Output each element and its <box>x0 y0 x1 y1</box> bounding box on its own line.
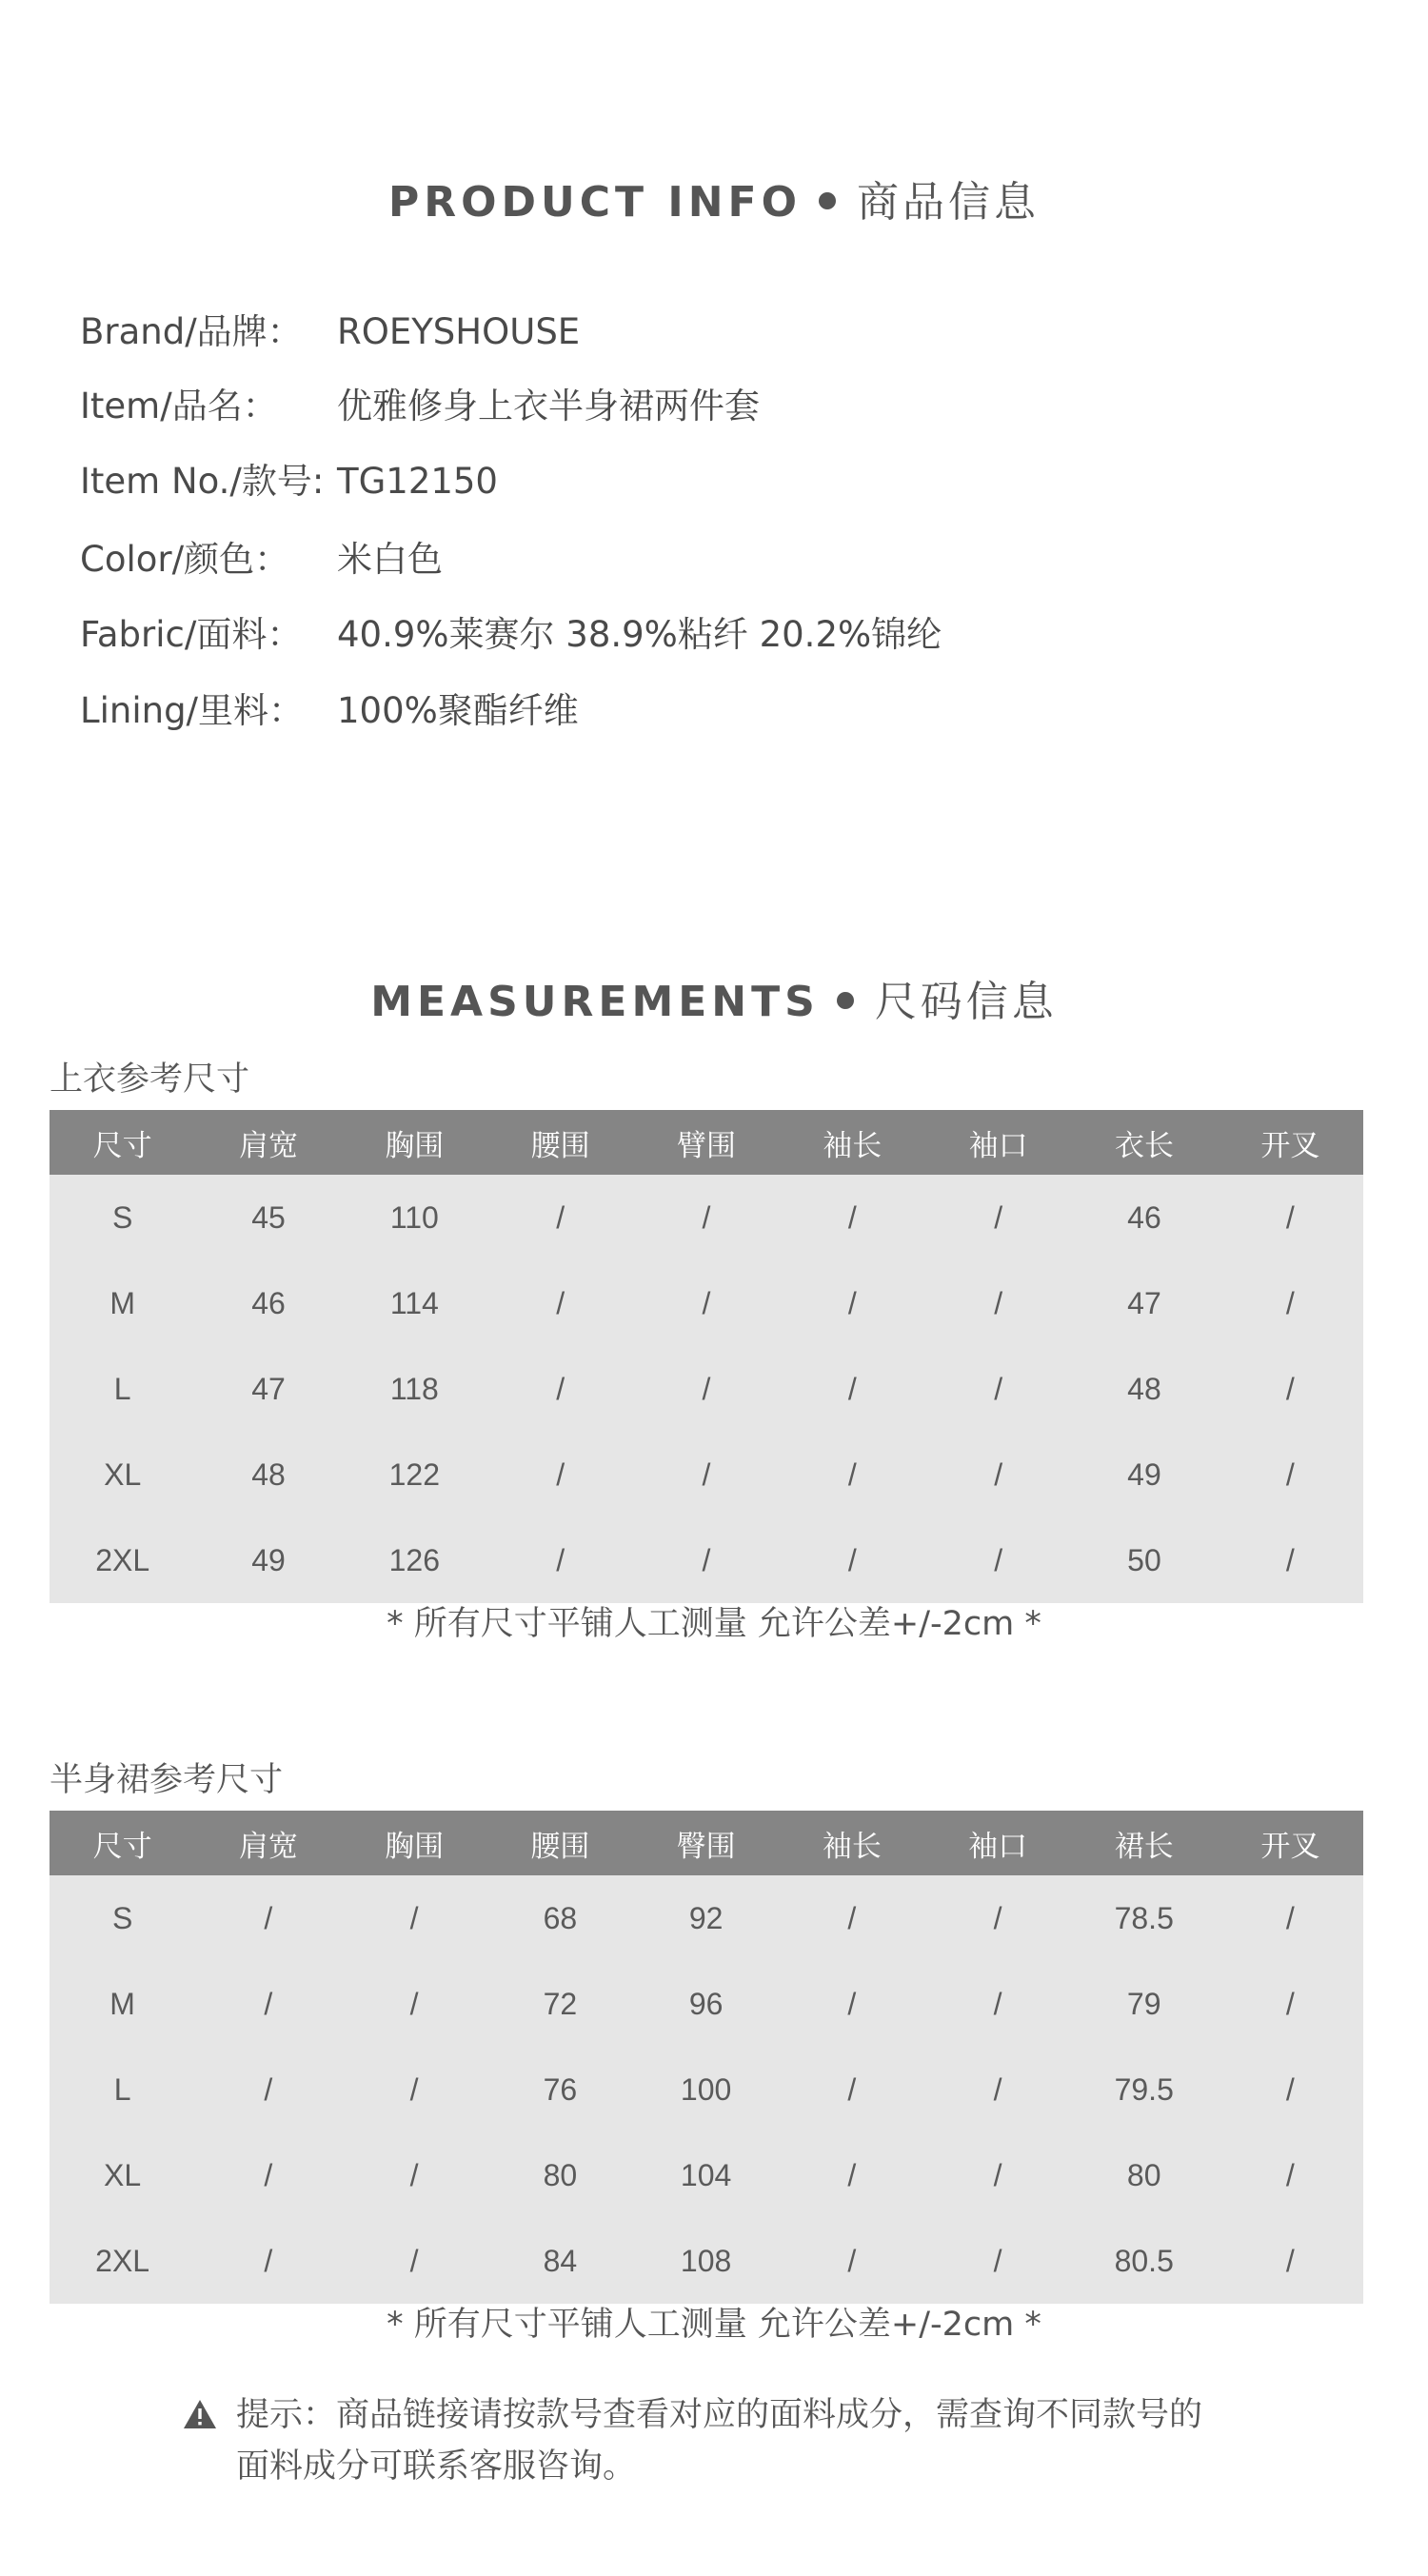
tip-notice <box>183 2389 1264 2492</box>
info-value: 米白色 <box>337 539 443 580</box>
top-table-body <box>50 1175 1363 1603</box>
measure-cell: / <box>556 1456 565 1492</box>
header-cell: 臀围 <box>676 1829 736 1864</box>
measure-cell: / <box>993 2243 1002 2278</box>
measure-cell: 100 <box>680 2071 732 2107</box>
measure-cell: / <box>994 1371 1003 1406</box>
measure-cell: / <box>1285 1199 1295 1235</box>
skirt-size-table <box>50 1811 1363 2304</box>
info-label: Lining/里料： <box>80 690 305 731</box>
measure-cell: / <box>264 2243 273 2278</box>
title-dot <box>819 192 836 209</box>
info-value: TG12150 <box>337 461 498 502</box>
header-cell: 袖口 <box>968 1128 1028 1163</box>
skirt-table-note: * 所有尺寸平铺人工测量 允许公差+/-2cm * <box>387 2306 1041 2344</box>
measure-cell: / <box>409 2071 419 2107</box>
measure-cell: / <box>1285 2157 1295 2192</box>
header-cell: 尺寸 <box>92 1829 152 1864</box>
measure-cell: / <box>702 1285 711 1320</box>
measure-cell: 76 <box>543 2071 578 2107</box>
tip-line-1: 提示：商品链接请按款号查看对应的面料成分，需查询不同款号的 <box>236 2396 1203 2434</box>
measure-cell: / <box>847 1199 857 1235</box>
measure-cell: / <box>556 1199 565 1235</box>
measure-cell: 46 <box>1127 1199 1161 1235</box>
info-label: Fabric/面料： <box>80 614 303 655</box>
info-label: Item/品名： <box>80 386 278 426</box>
size-cell: XL <box>104 1456 142 1492</box>
measure-cell: 68 <box>543 1900 578 1935</box>
measure-cell: / <box>1285 1285 1295 1320</box>
measure-cell: 78.5 <box>1114 1900 1174 1935</box>
table-row <box>50 1432 1363 1517</box>
measure-cell: / <box>702 1199 711 1235</box>
table-row <box>50 1517 1363 1603</box>
size-cell: L <box>113 2071 131 2107</box>
header-cell: 袖长 <box>823 1128 883 1163</box>
measure-cell: / <box>994 1456 1003 1492</box>
size-cell: S <box>111 1199 133 1235</box>
measure-cell: 110 <box>389 1199 439 1235</box>
measurements-title-en: MEASUREMENTS <box>370 978 820 1026</box>
measure-cell: / <box>1285 2243 1295 2278</box>
measure-cell: / <box>1285 2071 1295 2107</box>
measurements-title <box>0 967 1428 1028</box>
measure-cell: 79.5 <box>1114 2071 1174 2107</box>
measure-cell: / <box>994 1542 1003 1577</box>
table-header-row <box>50 1811 1363 1875</box>
size-cell: 2XL <box>95 2243 150 2278</box>
info-row-brand <box>80 303 580 354</box>
product-info-title-cn: 商品信息 <box>857 178 1041 227</box>
warning-icon <box>183 2399 217 2429</box>
size-cell: L <box>113 1371 131 1406</box>
measure-cell: / <box>994 1199 1003 1235</box>
header-cell: 裙长 <box>1114 1829 1174 1864</box>
size-cell: XL <box>104 2157 142 2192</box>
measure-cell: / <box>409 2157 419 2192</box>
header-cell: 开叉 <box>1260 1128 1320 1163</box>
measure-cell: / <box>264 2071 273 2107</box>
measure-cell: 49 <box>1127 1456 1161 1492</box>
product-info-title <box>0 168 1428 228</box>
header-cell: 腰围 <box>530 1128 590 1163</box>
measure-cell: / <box>1285 1542 1295 1577</box>
measure-cell: / <box>1285 1986 1295 2021</box>
measure-cell: / <box>847 1986 857 2021</box>
measure-cell: / <box>847 1371 857 1406</box>
header-cell: 衣长 <box>1114 1128 1174 1163</box>
measure-cell: / <box>847 2243 857 2278</box>
measure-cell: 45 <box>251 1199 286 1235</box>
product-info-title-en: PRODUCT INFO <box>387 178 803 227</box>
measure-cell: 48 <box>1127 1371 1161 1406</box>
measure-cell: / <box>847 1285 857 1320</box>
table-row <box>50 2047 1363 2132</box>
measure-cell: 49 <box>251 1542 286 1577</box>
measure-cell: / <box>847 2071 857 2107</box>
table-row <box>50 2132 1363 2218</box>
measure-cell: 47 <box>1127 1285 1161 1320</box>
measure-cell: / <box>264 1986 273 2021</box>
table-row <box>50 1260 1363 1346</box>
measure-cell: / <box>847 1456 857 1492</box>
header-cell: 袖口 <box>968 1829 1028 1864</box>
info-label: Item No./款号: <box>80 461 325 502</box>
header-cell: 臂围 <box>676 1128 736 1163</box>
measure-cell: 80 <box>543 2157 578 2192</box>
measure-cell: / <box>847 1900 857 1935</box>
info-value: 100%聚酯纤维 <box>337 690 579 731</box>
header-cell: 开叉 <box>1260 1829 1320 1864</box>
size-cell: 2XL <box>95 1542 150 1577</box>
measure-cell: / <box>702 1456 711 1492</box>
table-row <box>50 1346 1363 1432</box>
header-cell: 尺寸 <box>92 1128 152 1163</box>
info-row-item <box>80 377 760 428</box>
measure-cell: 118 <box>389 1371 439 1406</box>
measure-cell: / <box>702 1542 711 1577</box>
info-label: Brand/品牌： <box>80 311 303 352</box>
info-label: Color/颜色： <box>80 539 290 580</box>
measure-cell: / <box>556 1371 565 1406</box>
measure-cell: / <box>993 1986 1002 2021</box>
measure-cell: / <box>993 2157 1002 2192</box>
info-row-fabric <box>80 605 942 657</box>
size-cell: M <box>109 1986 135 2021</box>
table-row <box>50 1875 1363 1961</box>
measure-cell: 122 <box>388 1456 441 1492</box>
measure-cell: / <box>264 2157 273 2192</box>
size-cell: S <box>111 1900 133 1935</box>
measurements-title-cn: 尺码信息 <box>874 978 1058 1026</box>
measure-cell: 114 <box>389 1285 439 1320</box>
info-value: 40.9%莱赛尔 38.9%粘纤 20.2%锦纶 <box>337 614 942 655</box>
measure-cell: / <box>556 1542 565 1577</box>
header-cell: 胸围 <box>385 1128 445 1163</box>
measure-cell: / <box>1285 1900 1295 1935</box>
header-cell: 腰围 <box>530 1829 590 1864</box>
measure-cell: / <box>1285 1371 1295 1406</box>
header-cell: 胸围 <box>385 1829 445 1864</box>
header-cell: 肩宽 <box>238 1829 298 1864</box>
table-row <box>50 1961 1363 2047</box>
top-table-note: * 所有尺寸平铺人工测量 允许公差+/-2cm * <box>387 1605 1041 1643</box>
table-header-row <box>50 1110 1363 1175</box>
header-cell: 肩宽 <box>238 1128 298 1163</box>
table-row <box>50 2218 1363 2304</box>
measure-cell: 126 <box>388 1542 441 1577</box>
measure-cell: 96 <box>688 1986 724 2021</box>
info-value: 优雅修身上衣半身裙两件套 <box>337 386 760 426</box>
measure-cell: 108 <box>680 2243 732 2278</box>
title-dot <box>837 992 854 1009</box>
info-value: ROEYSHOUSE <box>337 311 581 352</box>
skirt-table-body <box>50 1875 1363 2304</box>
tip-line-2: 面料成分可联系客服咨询。 <box>236 2447 637 2486</box>
header-cell: 袖长 <box>822 1829 882 1864</box>
measure-cell: / <box>847 1542 857 1577</box>
measure-cell: 72 <box>543 1986 578 2021</box>
measure-cell: 46 <box>251 1285 286 1320</box>
measure-cell: 104 <box>680 2157 732 2192</box>
size-cell: M <box>109 1285 135 1320</box>
measure-cell: / <box>702 1371 711 1406</box>
measure-cell: 80.5 <box>1114 2243 1174 2278</box>
measure-cell: 48 <box>251 1456 286 1492</box>
measure-cell: / <box>847 2157 857 2192</box>
measure-cell: 84 <box>543 2243 578 2278</box>
measure-cell: 80 <box>1126 2157 1161 2192</box>
measure-cell: / <box>993 2071 1002 2107</box>
measure-cell: 79 <box>1126 1986 1161 2021</box>
measure-cell: 92 <box>688 1900 724 1935</box>
top-size-table <box>50 1110 1363 1603</box>
info-row-lining <box>80 682 579 733</box>
measure-cell: / <box>556 1285 565 1320</box>
measure-cell: 47 <box>251 1371 286 1406</box>
measure-cell: 50 <box>1127 1542 1161 1577</box>
info-row-color <box>80 530 443 582</box>
table-row <box>50 1175 1363 1260</box>
measure-cell: / <box>1285 1456 1295 1492</box>
top-table-caption: 上衣参考尺寸 <box>50 1060 250 1099</box>
measure-cell: / <box>409 2243 419 2278</box>
measure-cell: / <box>993 1900 1002 1935</box>
measure-cell: / <box>264 1900 273 1935</box>
measure-cell: / <box>994 1285 1003 1320</box>
info-row-item-no <box>80 452 498 504</box>
measure-cell: / <box>409 1900 419 1935</box>
measure-cell: / <box>409 1986 419 2021</box>
skirt-table-caption: 半身裙参考尺寸 <box>50 1761 284 1799</box>
